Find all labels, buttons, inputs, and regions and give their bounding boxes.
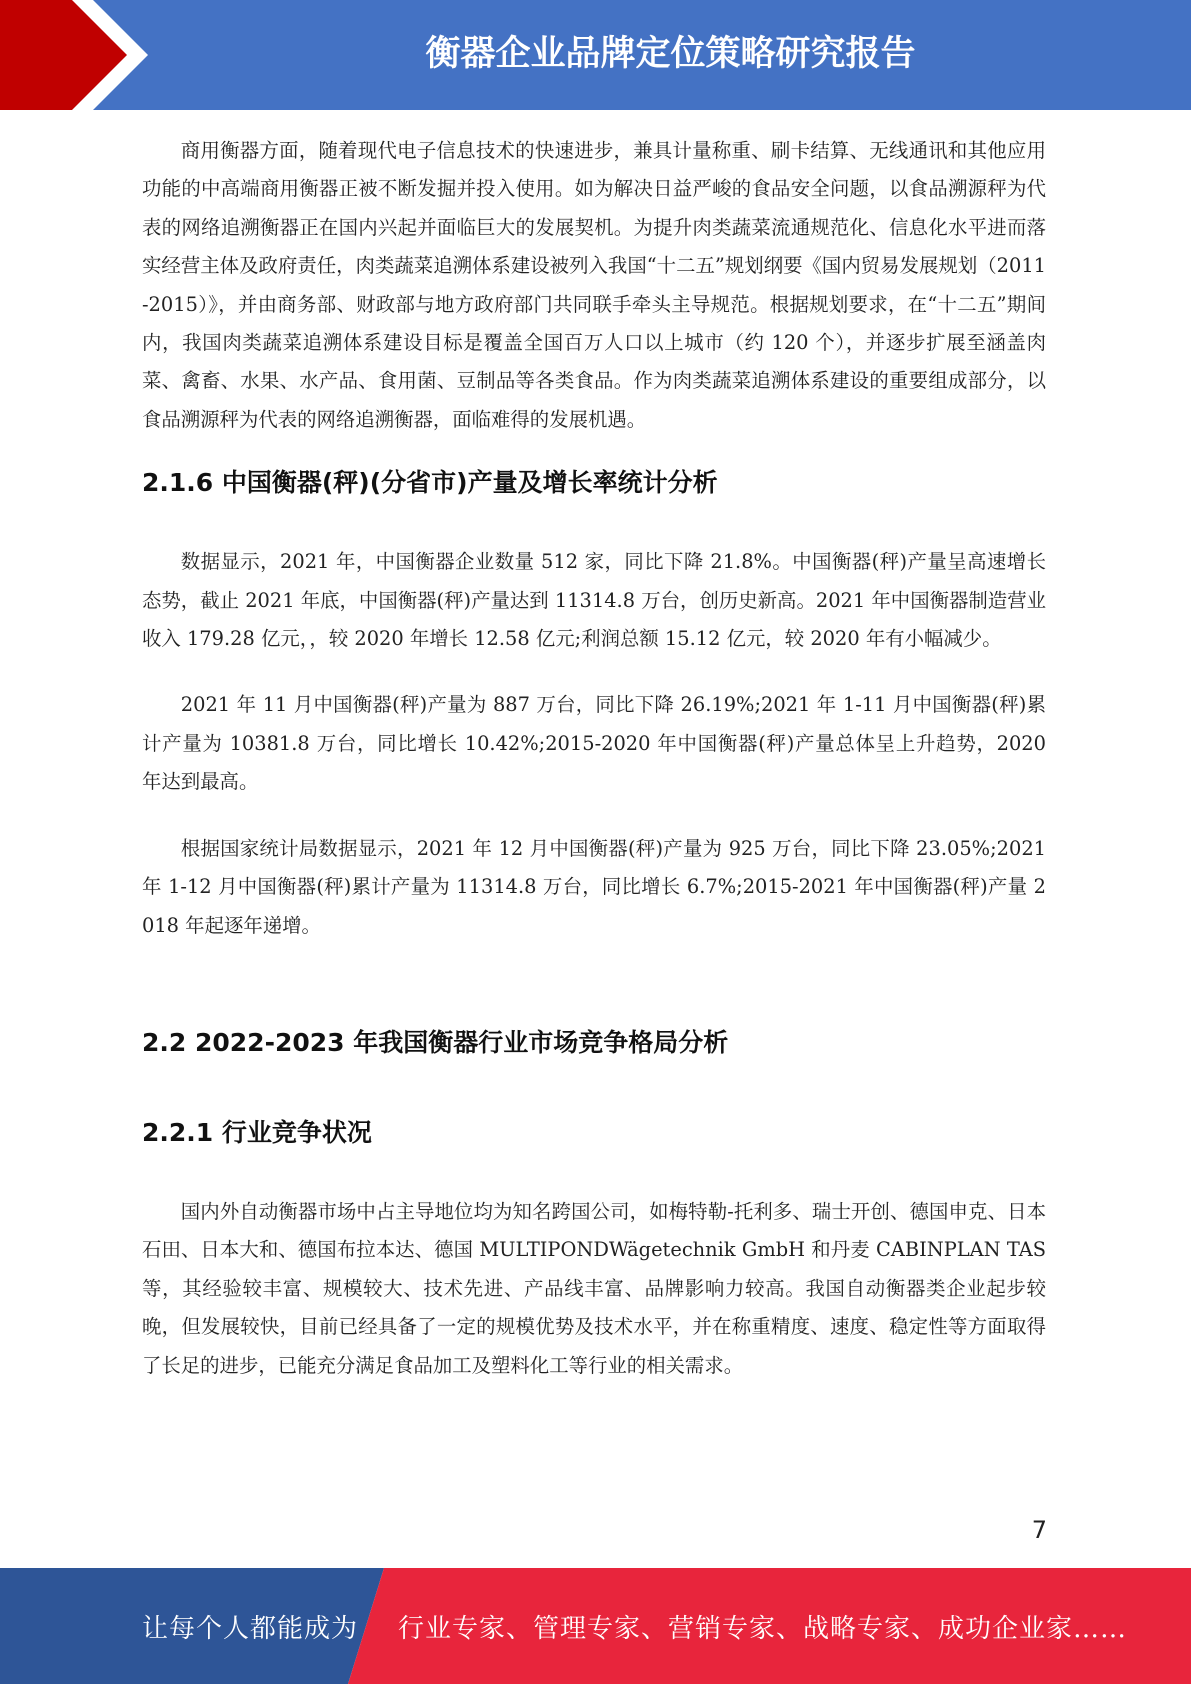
intro-paragraph: 商用衡器方面，随着现代电子信息技术的快速进步，兼具计量称重、刷卡结算、无线通讯和其他应用功能的中高端商用衡器正被不断发掘并投入使用。如为解决日益严峻的食品安全问题，以食品溯源秤为代表的网络追溯衡器正在国内兴起并面临巨大的发展契机。为提升肉类蔬菜流通规范化、信息化水平进而落实经营主体及政府责任，肉类蔬菜追溯体系建设被列入我国“十二五”规划纲要《国内贸易发展规划（2011-2015）》，并由商务部、财政部与地方政府部门共同联手牵头主导规范。根据规划要求，在“十二五”期间内，我国肉类蔬菜追溯体系建设目标是覆盖全国百万人口以上城市（约 120 个），并逐步扩展至涵盖肉菜、禽畜、水果、水产品、食用菌、豆制品等各类食品。作为肉类蔬菜追溯体系建设的重要组成部分，以食品溯源秤为代表的网络追溯衡器，面临难得的发展机遇。 xyxy=(142,139,1046,431)
main-content xyxy=(142,132,1046,1385)
paragraph: 2021 年 11 月中国衡器(秤)产量为 887 万台，同比下降 26.19%;2021 年 1-11 月中国衡器(秤)累计产量为 10381.8 万台，同比增长 10.42%;2015-2020 年中国衡器(秤)产量总体呈上升趋势，2020 年达到最高。 xyxy=(142,693,1046,794)
header-band xyxy=(0,0,1191,110)
footer-band xyxy=(0,1568,1191,1684)
paragraph: 数据显示，2021 年，中国衡器企业数量 512 家，同比下降 21.8%。中国衡器(秤)产量呈高速增长态势，截止 2021 年底，中国衡器(秤)产量达到 11314.8 万台，创历史新高。2021 年中国衡器制造营业收入 179.28 亿元，，较 2020 年增长 12.58 亿元;利润总额 15.12 亿元，较 2020 年有小幅减少。 xyxy=(142,550,1046,651)
paragraph: 国内外自动衡器市场中占主导地位均为知名跨国公司，如梅特勒-托利多、瑞士开创、德国申克、日本石田、日本大和、德国布拉本达、德国 MULTIPONDWägetechnik GmbH 和丹麦 CABINPLAN TAS 等，其经验较丰富、规模较大、技术先进、产品线丰富、品牌影响力较高。我国自动衡器类企业起步较晚，但发展较快，目前已经具备了一定的规模优势及技术水平，并在称重精度、速度、稳定性等方面取得了长足的进步，已能充分满足食品加工及塑料化工等行业的相关需求。 xyxy=(142,1199,1046,1377)
section-heading-2-2: 2.2 2022-2023 年我国衡器行业市场竞争格局分析 xyxy=(142,1027,729,1057)
report-title: 衡器企业品牌定位策略研究报告 xyxy=(425,34,916,74)
footer-slogan-left: 让每个人都能成为 xyxy=(142,1614,359,1644)
paragraph: 根据国家统计局数据显示，2021 年 12 月中国衡器(秤)产量为 925 万台，同比下降 23.05%;2021 年 1-12 月中国衡器(秤)累计产量为 11314.8 万台，同比增长 6.7%;2015-2021 年中国衡器(秤)产量 2018 年起逐年递增。 xyxy=(142,836,1046,937)
footer-slogan-right: 行业专家、管理专家、营销专家、战略专家、成功企业家…… xyxy=(398,1614,1128,1644)
page-number: 7 xyxy=(1031,1516,1047,1544)
section-heading-2-2-1: 2.2.1 行业竞争状况 xyxy=(142,1117,372,1147)
section-heading-2-1-6: 2.1.6 中国衡器(秤)(分省市)产量及增长率统计分析 xyxy=(142,468,718,498)
